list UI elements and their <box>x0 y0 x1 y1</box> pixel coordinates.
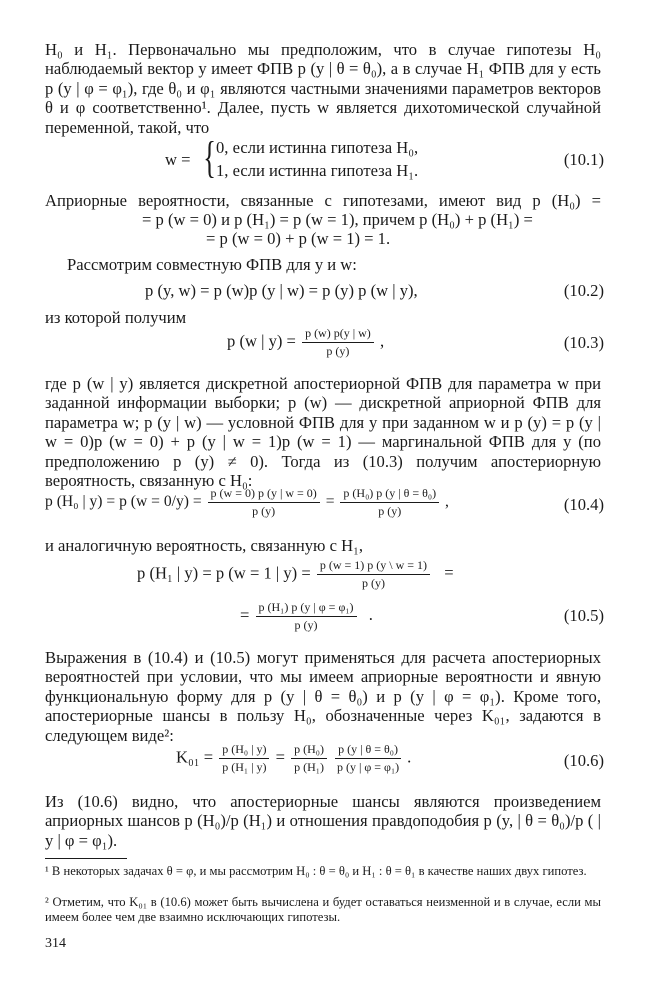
equation-10-6-fraction-2 <box>291 742 327 775</box>
equation-10-4-equals: = <box>325 493 335 511</box>
paragraph-likelihood-ratio: Из (10.6) видно, что апостериорные шансы являются произведением априорных шансов p (H₀)/p (H₁) и отношения правдоподобия p (y, | θ = θ₀)/p ( | y | φ = φ₁). <box>45 792 601 850</box>
paragraph-posterior-odds: Выражения в (10.4) и (10.5) могут применяться для расчета апостериорных вероятностей при условии, что мы имеем априорные вероятности и явную функциональную форму для p (y | θ = θ₀) и p (y | φ = φ₁). Кроме того, апостериорные шансы в пользу H₀, обозначенные через K₀₁, задаются в следующем виде²: <box>45 648 601 745</box>
equation-10-4-fraction-1 <box>208 486 320 519</box>
equation-10-3-fraction <box>302 326 374 359</box>
paragraph-intro: H₀ и H₁. Первоначально мы предположим, что в случае гипотезы H₀ наблюдаемый вектор y имеет ФПВ p (y | θ = θ₀), а в случае H₁ ФПВ для y есть p (y | φ = φ₁), где θ₀ и φ₁ являются частными значениями параметров векторов θ и φ соответственно¹. Далее, пусть w является дихотомической случайной переменной, такой, что <box>45 40 601 137</box>
footnote-2: ² Отметим, что K₀₁ в (10.6) может быть вычислена и будет оставаться неизменной и в случае, если мы имеем более чем две взаимно исключающих гипотезы. <box>45 895 601 924</box>
equation-10-5-line-1 <box>137 558 454 591</box>
equation-10-5-fraction-2 <box>256 600 357 633</box>
equation-10-5-number: (10.5) <box>563 606 604 625</box>
equation-10-6-number: (10.6) <box>563 751 604 770</box>
equation-10-4 <box>45 486 449 519</box>
equation-10-4-tail: , <box>445 493 449 511</box>
equation-10-4-fraction-1-denominator: p (y) <box>252 504 276 518</box>
equation-10-3-lhs: p (w | y) = <box>227 331 296 351</box>
footnote-1: ¹ В некоторых задачах θ = φ, и мы рассмотрим H₀ : θ = θ₀ и H₁ : θ = θ₁ в качестве наших двух гипотез. <box>45 864 587 878</box>
equation-10-4-fraction-1-numerator: p (w = 0) p (y | w = 0) <box>208 486 320 503</box>
equation-10-6-equals: = <box>275 747 285 767</box>
equation-10-6-fraction-2-denominator: p (H₁) <box>294 760 324 774</box>
equation-10-6-fraction-3-numerator: p (y | θ = θ₀) <box>335 742 401 759</box>
equation-10-6-fraction-2-numerator: p (H₀) <box>291 742 327 759</box>
paragraph-joint-pdf: Рассмотрим совместную ФПВ для y и w: <box>67 255 357 274</box>
equation-10-6-lhs: K₀₁ = <box>176 747 214 767</box>
equation-10-3-numerator: p (w) p(y | w) <box>302 326 374 343</box>
equation-10-1-case-2: 1, если истинна гипотеза H₁. <box>216 161 419 180</box>
equation-10-5-line-2 <box>240 600 373 633</box>
paragraph-from-which: из которой получим <box>45 308 187 327</box>
equation-10-2-number: (10.2) <box>563 281 604 300</box>
equation-10-5-lhs: p (H₁ | y) = p (w = 1 | y) = <box>137 563 311 583</box>
paragraph-discrete-posterior: где p (w | y) является дискретной апостериорной ФПВ для параметра w при заданной информации выборки; p (w) — дискретной априорной ФПВ для параметра w; p (y | w) — условной ФПВ для y при заданном w и p (y) = p (y | w = 0)p (w = 0) + p (y | w = 1)p (w = 1) — маргинальной ФПВ для y (по предположению p (y) ≠ 0). Тогда из (10.3) получим апостериорную вероятность, связанную с H₀: <box>45 374 601 491</box>
equation-10-5-fraction-1-numerator: p (w = 1) p (y \ w = 1) <box>317 558 430 575</box>
equation-10-6-fraction-3-denominator: p (y | φ = φ₁) <box>336 760 400 774</box>
equation-10-4-number: (10.4) <box>563 495 604 514</box>
footnote-separator <box>45 858 127 859</box>
paragraph-priors-line-3: = p (w = 0) + p (w = 1) = 1. <box>206 229 391 248</box>
equation-10-3 <box>227 326 384 359</box>
equation-10-1-case-1: 0, если истинна гипотеза H₀, <box>216 138 419 157</box>
equation-10-1-brace: { <box>203 133 216 182</box>
equation-10-4-fraction-2-numerator: p (H₀) p (y | θ = θ₀) <box>340 486 439 503</box>
paragraph-priors-line-2: = p (w = 0) и p (H₁) = p (w = 1), причем p (H₀) + p (H₁) = <box>142 210 533 229</box>
equation-10-3-tail: , <box>379 331 385 351</box>
equation-10-4-fraction-2 <box>340 486 439 519</box>
page-number: 314 <box>45 936 66 951</box>
equation-10-5-fraction-1 <box>317 558 430 591</box>
equation-10-5-equals-start: = <box>240 605 250 625</box>
equation-10-5-fraction-2-numerator: p (H₁) p (y | φ = φ₁) <box>256 600 357 617</box>
equation-10-5-fraction-1-denominator: p (y) <box>361 576 385 590</box>
equation-10-6-tail: . <box>407 747 412 767</box>
equation-10-6-fraction-1 <box>219 742 269 775</box>
equation-10-4-lhs: p (H₀ | y) = p (w = 0/y) = <box>45 493 202 511</box>
paragraph-priors-line-1: Априорные вероятности, связанные с гипотезами, имеют вид p (H₀) = <box>45 191 601 210</box>
equation-10-1-lhs: w = <box>165 150 191 169</box>
equation-10-3-denominator: p (y) <box>326 344 350 358</box>
equation-10-6-fraction-1-numerator: p (H₀ | y) <box>219 742 269 759</box>
equation-10-5-equals-end: = <box>444 563 454 583</box>
equation-10-6-fraction-3 <box>335 742 401 775</box>
equation-10-4-fraction-2-denominator: p (y) <box>378 504 402 518</box>
equation-10-3-number: (10.3) <box>563 333 604 352</box>
equation-10-6-fraction-1-denominator: p (H₁ | y) <box>222 760 267 774</box>
equation-10-5-fraction-2-denominator: p (y) <box>294 618 318 632</box>
paragraph-analogous-h1: и аналогичную вероятность, связанную с H₁, <box>45 536 364 555</box>
equation-10-2: p (y, w) = p (w)p (y | w) = p (y) p (w | y), <box>145 281 418 300</box>
equation-10-6 <box>176 742 411 775</box>
equation-10-5-tail: . <box>368 605 373 625</box>
equation-10-1-number: (10.1) <box>563 150 604 169</box>
